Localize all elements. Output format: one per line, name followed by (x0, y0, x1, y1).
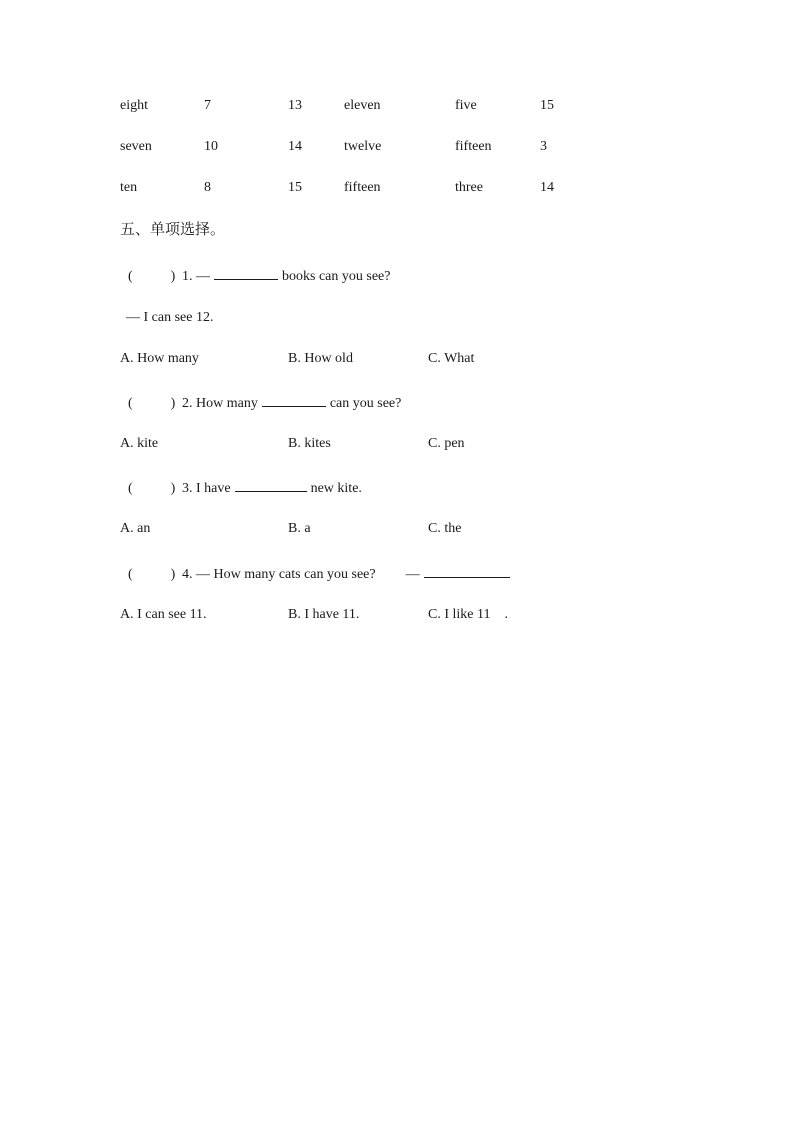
question-2-options (120, 434, 580, 454)
question-suffix: can you see? (329, 396, 402, 411)
match-cell: 13 (288, 98, 302, 113)
question-4-options (120, 605, 580, 625)
question-prefix: 1. — (182, 269, 210, 284)
match-cell: fifteen (344, 180, 381, 195)
match-cell: five (455, 98, 477, 113)
fill-blank[interactable] (235, 476, 307, 492)
section-title: 五、单项选择。 (120, 220, 226, 238)
option-c[interactable]: C. I like 11 . (428, 607, 508, 622)
question-prefix: 2. How many (182, 396, 258, 411)
question-prefix: 3. I have (182, 481, 231, 496)
match-cell: three (455, 180, 483, 195)
answer-bracket[interactable]: ( ) (128, 567, 176, 582)
match-cell: 10 (204, 139, 218, 154)
match-cell: eleven (344, 98, 381, 113)
match-cell: eight (120, 98, 148, 113)
fill-blank[interactable] (214, 264, 278, 280)
word-number-matching-grid (120, 96, 580, 219)
match-cell: 7 (204, 98, 211, 113)
option-b[interactable]: B. How old (288, 351, 353, 366)
match-cell: 14 (288, 139, 302, 154)
match-row (120, 178, 580, 219)
option-a[interactable]: A. kite (120, 436, 159, 451)
option-b[interactable]: B. a (288, 521, 311, 536)
question-2 (120, 391, 401, 414)
match-cell: fifteen (455, 139, 492, 154)
question-4 (120, 562, 514, 585)
match-cell: 15 (540, 98, 554, 113)
option-c[interactable]: C. pen (428, 436, 465, 451)
match-cell: ten (120, 180, 138, 195)
match-cell: 14 (540, 180, 554, 195)
match-row (120, 137, 580, 178)
question-prefix: 4. — How many cats can you see? (182, 567, 376, 582)
question-1-reply: — I can see 12. (126, 310, 214, 325)
answer-bracket[interactable]: ( ) (128, 269, 176, 284)
option-b[interactable]: B. kites (288, 436, 331, 451)
option-a[interactable]: A. How many (120, 351, 199, 366)
match-cell: 8 (204, 180, 211, 195)
question-1-options (120, 349, 580, 369)
fill-blank[interactable] (262, 391, 326, 407)
match-row (120, 96, 580, 137)
question-3 (120, 476, 362, 499)
question-suffix: new kite. (310, 481, 362, 496)
match-cell: seven (120, 139, 152, 154)
option-a[interactable]: A. an (120, 521, 151, 536)
option-a[interactable]: A. I can see 11. (120, 607, 207, 622)
option-c[interactable]: C. What (428, 351, 475, 366)
option-b[interactable]: B. I have 11. (288, 607, 360, 622)
question-1 (120, 264, 390, 287)
answer-bracket[interactable]: ( ) (128, 481, 176, 496)
match-cell: 15 (288, 180, 302, 195)
question-3-options (120, 519, 580, 539)
question-suffix: — (405, 567, 420, 582)
match-cell: 3 (540, 139, 547, 154)
answer-bracket[interactable]: ( ) (128, 396, 176, 411)
match-cell: twelve (344, 139, 382, 154)
question-suffix: books can you see? (282, 269, 391, 284)
option-c[interactable]: C. the (428, 521, 462, 536)
fill-blank[interactable] (424, 562, 510, 578)
